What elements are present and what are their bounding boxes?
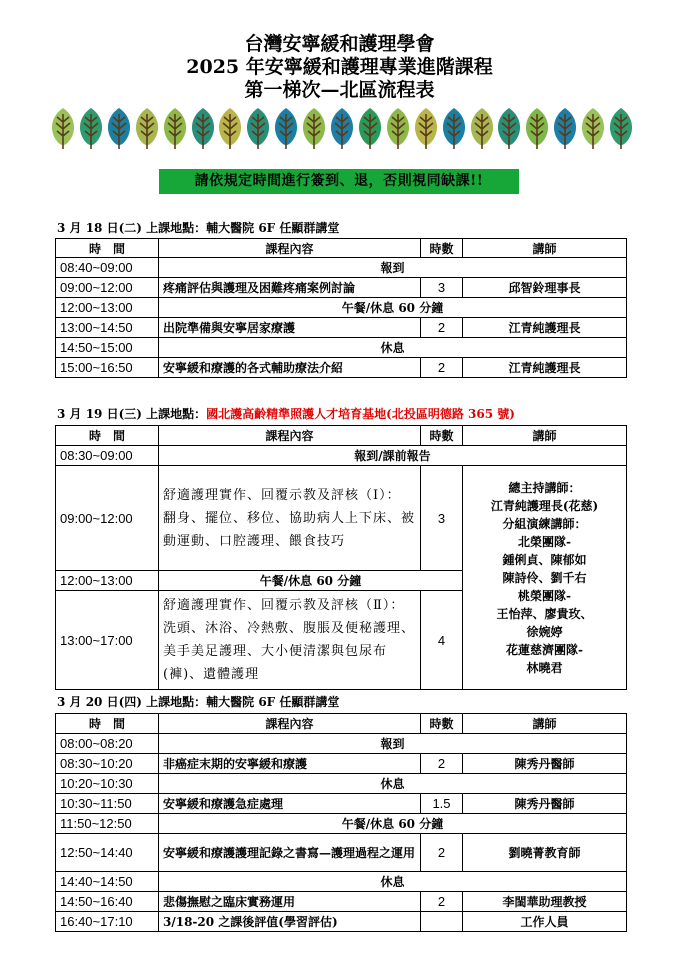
row-break-label: 休息: [159, 338, 627, 358]
row-content: 安寧緩和療護急症處理: [159, 794, 421, 814]
attendance-notice-banner: 請依規定時間進行簽到、退，否則視同缺課!!: [159, 169, 519, 194]
col-content-header: 課程內容: [159, 239, 421, 258]
row-hours: 3: [421, 466, 463, 571]
leaf-icon: [76, 106, 106, 150]
row-time: 16:40~17:10: [56, 912, 159, 932]
leaf-icon: [243, 106, 273, 150]
col-hours-header: 時數: [421, 239, 463, 258]
day1-location-label: 上課地點：: [146, 221, 207, 235]
leaf-icon: [467, 106, 497, 150]
table-row: [56, 358, 627, 378]
leaf-icon: [494, 106, 524, 150]
course-title-org: 台灣安寧緩和護理學會: [244, 33, 435, 55]
day3-location: 輔大醫院 6F 任顯群講堂: [206, 695, 340, 709]
row-hours: 2: [421, 834, 463, 872]
day2-location-label: 上課地點：: [146, 407, 207, 421]
table-row: [56, 814, 627, 834]
leaf-icon: [550, 106, 580, 150]
table-header-row: [56, 239, 627, 258]
leaf-icon: [522, 106, 552, 150]
row-hours: 2: [421, 754, 463, 774]
day3-header: [57, 694, 339, 710]
row-content: 3/18-20 之課後評值(學習評估): [159, 912, 421, 932]
row-teacher: 工作人員: [463, 912, 627, 932]
col-hours-header: 時數: [421, 426, 463, 446]
day2-teacher-line: 桃榮團隊-: [518, 588, 571, 603]
table-row: [56, 258, 627, 278]
row-hours: [421, 912, 463, 932]
leaf-icon: [132, 106, 162, 150]
row-time: 13:00~17:00: [56, 591, 159, 690]
table-row: [56, 754, 627, 774]
day3-schedule-table: [55, 713, 627, 932]
col-time-header: 時 間: [56, 426, 159, 446]
row-teacher: 江青純護理長: [463, 318, 627, 338]
row-teacher: 陳秀丹醫師: [463, 794, 627, 814]
table-row: [56, 774, 627, 794]
leaf-icon: [578, 106, 608, 150]
day2-teacher-line: 總主持講師：: [508, 480, 581, 495]
row-break-label: 午餐/休息 60 分鐘: [159, 298, 627, 318]
day2-teacher-line: 徐婉婷: [526, 624, 563, 639]
row-time: 14:50~16:40: [56, 892, 159, 912]
row-hours: 4: [421, 591, 463, 690]
row-break-label: 休息: [159, 872, 627, 892]
table-row: [56, 892, 627, 912]
table-row: [56, 278, 627, 298]
table-row: [56, 794, 627, 814]
row-hours: 2: [421, 892, 463, 912]
table-header-row: [56, 714, 627, 734]
row-time: 14:50~15:00: [56, 338, 159, 358]
col-time-header: 時 間: [56, 239, 159, 258]
row-time: 09:00~12:00: [56, 278, 159, 298]
row-time: 08:30~10:20: [56, 754, 159, 774]
row-teacher: 江青純護理長: [463, 358, 627, 378]
day2-schedule-table: [55, 425, 627, 690]
row-content: 出院準備與安寧居家療護: [159, 318, 421, 338]
row-break-label: 休息: [159, 774, 627, 794]
row-teacher: 陳秀丹醫師: [463, 754, 627, 774]
table-row: [56, 318, 627, 338]
row-content: 安寧緩和療護的各式輔助療法介紹: [159, 358, 421, 378]
col-time-header: 時 間: [56, 714, 159, 734]
day2-date: 3 月 19 日(三): [57, 407, 142, 421]
col-teacher-header: 講師: [463, 714, 627, 734]
leaf-icon: [104, 106, 134, 150]
day2-header: [57, 406, 515, 422]
leaf-decoration-row: [48, 106, 633, 152]
row-time: 08:00~08:20: [56, 734, 159, 754]
table-header-row: [56, 426, 627, 446]
row-hours: 2: [421, 318, 463, 338]
row-content: 舒適護理實作、回覆示教及評核（Ⅱ）： 洗頭、沐浴、冷熱敷、腹脹及便秘護理、美手美足護理、大小便清潔與包尿布(褲)、遺體護理: [159, 591, 421, 690]
row-content: 安寧緩和療護護理記錄之書寫—護理過程之運用: [159, 834, 421, 872]
leaf-icon: [411, 106, 441, 150]
leaf-icon: [383, 106, 413, 150]
day2-teacher-line: 北榮團隊-: [518, 534, 571, 549]
leaf-icon: [48, 106, 78, 150]
row-time: 08:30~09:00: [56, 446, 159, 466]
row-time: 10:20~10:30: [56, 774, 159, 794]
row-break-label: 午餐/休息 60 分鐘: [159, 571, 463, 591]
leaf-icon: [606, 106, 636, 150]
table-row: [56, 734, 627, 754]
col-content-header: 課程內容: [159, 714, 421, 734]
table-row: [56, 834, 627, 872]
course-title-schedule: 第一梯次—北區流程表: [244, 79, 435, 101]
row-content: 舒適護理實作、回覆示教及評核（Ⅰ）： 翻身、擺位、移位、協助病人上下床、被動運動、口腔護理、餵食技巧: [159, 466, 421, 571]
row-time: 12:00~13:00: [56, 298, 159, 318]
day2-teacher-line: 王怡萍、廖貴玫、: [496, 606, 593, 621]
day2-teacher-line: 花蓮慈濟團隊-: [506, 642, 583, 657]
row-teacher: 邱智鈴理事長: [463, 278, 627, 298]
leaf-icon: [271, 106, 301, 150]
leaf-icon: [215, 106, 245, 150]
row-content: 疼痛評估與護理及困難疼痛案例討論: [159, 278, 421, 298]
col-hours-header: 時數: [421, 714, 463, 734]
row-teacher: 劉曉菁教育師: [463, 834, 627, 872]
day2-teacher-line: 林曉君: [526, 660, 563, 675]
day2-teacher-line: 江青純護理長(花慈): [490, 498, 599, 513]
table-row: [56, 446, 627, 466]
row-hours: 1.5: [421, 794, 463, 814]
row-hours: 2: [421, 358, 463, 378]
col-teacher-header: 講師: [463, 239, 627, 258]
course-title-program: 2025 年安寧緩和護理專業進階課程: [186, 56, 493, 78]
day2-teacher-line: 分組演練講師：: [502, 516, 587, 531]
row-content: 悲傷撫慰之臨床實務運用: [159, 892, 421, 912]
day2-location: 國北護高齡精準照護人才培育基地(北投區明德路 365 號): [206, 407, 515, 421]
day3-date: 3 月 20 日(四): [57, 695, 142, 709]
row-time: 08:40~09:00: [56, 258, 159, 278]
day2-teacher-line: 鍾俐貞、陳郁如: [502, 552, 587, 567]
row-time: 12:50~14:40: [56, 834, 159, 872]
row-teacher: 李閨華助理教授: [463, 892, 627, 912]
leaf-icon: [439, 106, 469, 150]
leaf-icon: [299, 106, 329, 150]
row-break-label: 報到: [159, 734, 627, 754]
row-break-label: 報到: [159, 258, 627, 278]
leaf-icon: [355, 106, 385, 150]
table-row: [56, 872, 627, 892]
table-row: [56, 912, 627, 932]
col-content-header: 課程內容: [159, 426, 421, 446]
day3-location-label: 上課地點：: [146, 695, 207, 709]
row-hours: 3: [421, 278, 463, 298]
leaf-icon: [188, 106, 218, 150]
row-time: 14:40~14:50: [56, 872, 159, 892]
day1-location: 輔大醫院 6F 任顯群講堂: [206, 221, 340, 235]
leaf-icon: [160, 106, 190, 150]
day1-schedule-table: [55, 238, 627, 378]
row-break-label: 報到/課前報告: [159, 446, 627, 466]
table-row: [56, 298, 627, 318]
day2-teacher-line: 陳詩伶、劉千右: [502, 570, 587, 585]
col-teacher-header: 講師: [463, 426, 627, 446]
row-time: 09:00~12:00: [56, 466, 159, 571]
leaf-icon: [327, 106, 357, 150]
row-time: 11:50~12:50: [56, 814, 159, 834]
row-time: 13:00~14:50: [56, 318, 159, 338]
day1-date: 3 月 18 日(二): [57, 221, 142, 235]
row-break-label: 午餐/休息 60 分鐘: [159, 814, 627, 834]
day2-teacher-list: [463, 466, 627, 690]
table-row: [56, 338, 627, 358]
row-time: 15:00~16:50: [56, 358, 159, 378]
table-row: [56, 466, 627, 571]
row-time: 12:00~13:00: [56, 571, 159, 591]
row-content: 非癌症末期的安寧緩和療護: [159, 754, 421, 774]
row-time: 10:30~11:50: [56, 794, 159, 814]
day1-header: [57, 220, 339, 236]
